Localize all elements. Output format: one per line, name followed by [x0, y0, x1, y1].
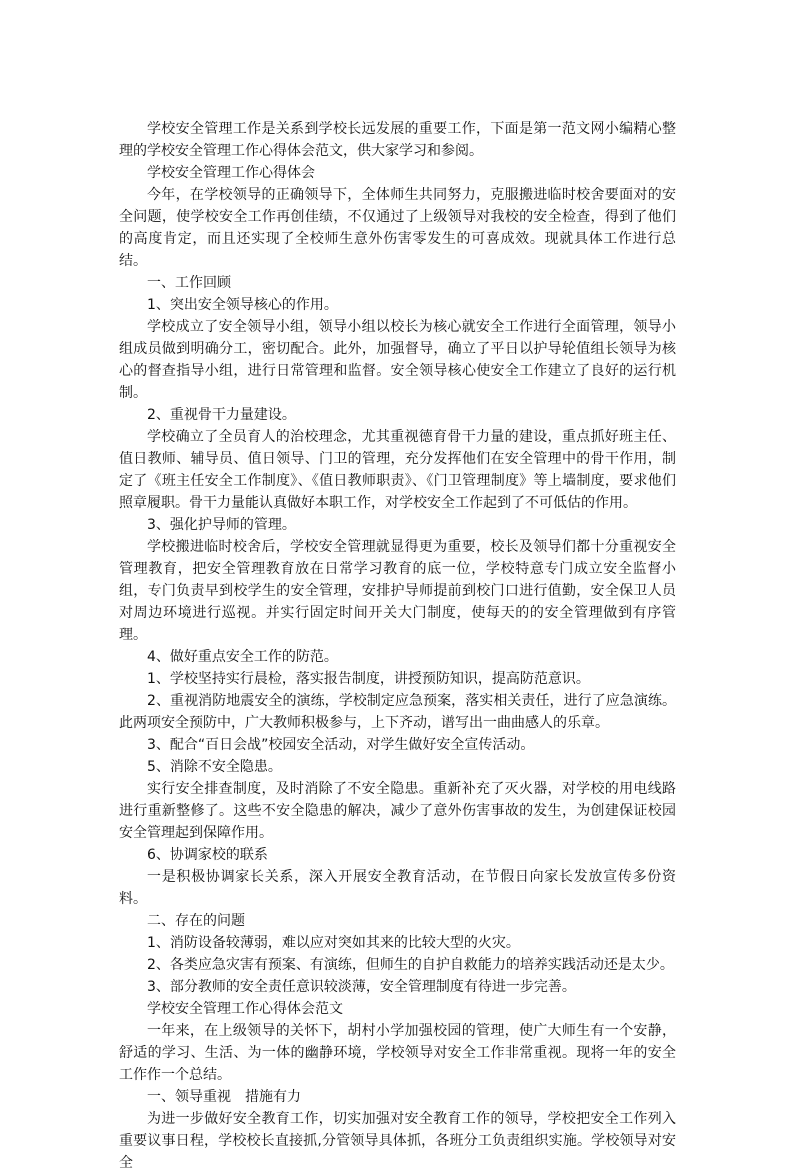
section-heading: 二、存在的问题 — [147, 913, 245, 929]
subsection-heading: 6、协调家校的联系 — [147, 847, 268, 863]
list-item: 2、重视消防地震安全的演练，学校制定应急预案，落实相关责任，进行了应急演练。此两项安全预防中，广大教师积极参与，上下齐动，谱写出一曲曲感人的乐章。 — [119, 693, 676, 731]
body-paragraph: 学校搬进临时校舍后，学校安全管理就显得更为重要，校长及领导们都十分重视安全管理教育，把安全管理教育放在日常学习教育的底一位，学校特意专门成立安全监督小组，专门负责早到校学生的安全管理，安排护导师提前到校门口进行值勤，安全保卫人员对周边环境进行巡视。并实行固定时间开关大门制度，使每天的的安全管理做到有序管理。 — [119, 539, 676, 643]
body-paragraph: 一是积极协调家长关系，深入开展安全教育活动，在节假日向家长发放宣传多份资料。 — [119, 869, 676, 907]
intro-paragraph: 学校安全管理工作是关系到学校长远发展的重要工作，下面是第一范文网小编精心整理的学校安全管理工作心得体会范文，供大家学习和参阅。 — [119, 121, 676, 159]
body-paragraph: 学校确立了全员育人的治校理念，尤其重视德育骨干力量的建设，重点抓好班主任、值日教师、辅导员、值日领导、门卫的管理，充分发挥他们在安全管理中的骨干作用，制定了《班主任安全工作制度》、《值日教师职责》、《门卫管理制度》等上墙制度，要求他们照章履职。骨干力量能认真做好本职工作，对学校安全工作起到了不可低估的作用。 — [119, 429, 676, 511]
list-item: 2、各类应急灾害有预案、有演练，但师生的自护自救能力的培养实践活动还是太少。 — [147, 957, 674, 973]
subsection-heading: 5、消除不安全隐患。 — [147, 759, 282, 775]
section-heading: 一、领导重视 措施有力 — [147, 1089, 301, 1105]
list-item: 3、配合“百日会战”校园安全活动，对学生做好安全宣传活动。 — [147, 737, 535, 753]
document-page — [119, 118, 676, 1174]
subsection-heading: 4、做好重点安全工作的防范。 — [147, 649, 338, 665]
subsection-heading: 3、强化护导师的管理。 — [147, 517, 296, 533]
body-paragraph: 学校成立了安全领导小组，领导小组以校长为核心就安全工作进行全面管理，领导小组成员做到明确分工，密切配合。此外，加强督导，确立了平日以护导轮值组长领导为核心的督查指导小组，进行日常管理和监督。安全领导核心使安全工作建立了良好的运行机制。 — [119, 319, 676, 401]
list-item: 1、学校坚持实行晨检，落实报告制度，讲授预防知识，提高防范意识。 — [147, 671, 590, 687]
article-title: 学校安全管理工作心得体会范文 — [147, 1001, 343, 1017]
body-paragraph: 实行安全排查制度，及时消除了不安全隐患。重新补充了灭火器，对学校的用电线路进行重新整修了。这些不安全隐患的解决，减少了意外伤害事故的发生，为创建保证校园安全管理起到保障作用。 — [119, 781, 676, 841]
list-item: 1、消防设备较薄弱，难以应对突如其来的比较大型的火灾。 — [147, 935, 520, 951]
article-title: 学校安全管理工作心得体会 — [147, 165, 315, 181]
subsection-heading: 1、突出安全领导核心的作用。 — [147, 297, 338, 313]
section-heading: 一、工作回顾 — [147, 275, 231, 291]
subsection-heading: 2、重视骨干力量建设。 — [147, 407, 296, 423]
body-paragraph: 为进一步做好安全教育工作，切实加强对安全教育工作的领导，学校把安全工作列入重要议事日程，学校校长直接抓,分管领导具体抓，各班分工负责组织实施。学校领导对安全 — [119, 1111, 676, 1171]
list-item: 3、部分教师的安全责任意识较淡薄，安全管理制度有待进一步完善。 — [147, 979, 576, 995]
body-paragraph: 今年，在学校领导的正确领导下，全体师生共同努力，克服搬进临时校舍要面对的安全问题，使学校安全工作再创佳绩，不仅通过了上级领导对我校的安全检查，得到了他们的高度肯定，而且还实现了全校师生意外伤害零发生的可喜成效。现就具体工作进行总结。 — [119, 187, 676, 269]
body-paragraph: 一年来，在上级领导的关怀下，胡村小学加强校园的管理，使广大师生有一个安静，舒适的学习、生活、为一体的幽静环境，学校领导对安全工作非常重视。现将一年的安全工作作一个总结。 — [119, 1023, 676, 1083]
